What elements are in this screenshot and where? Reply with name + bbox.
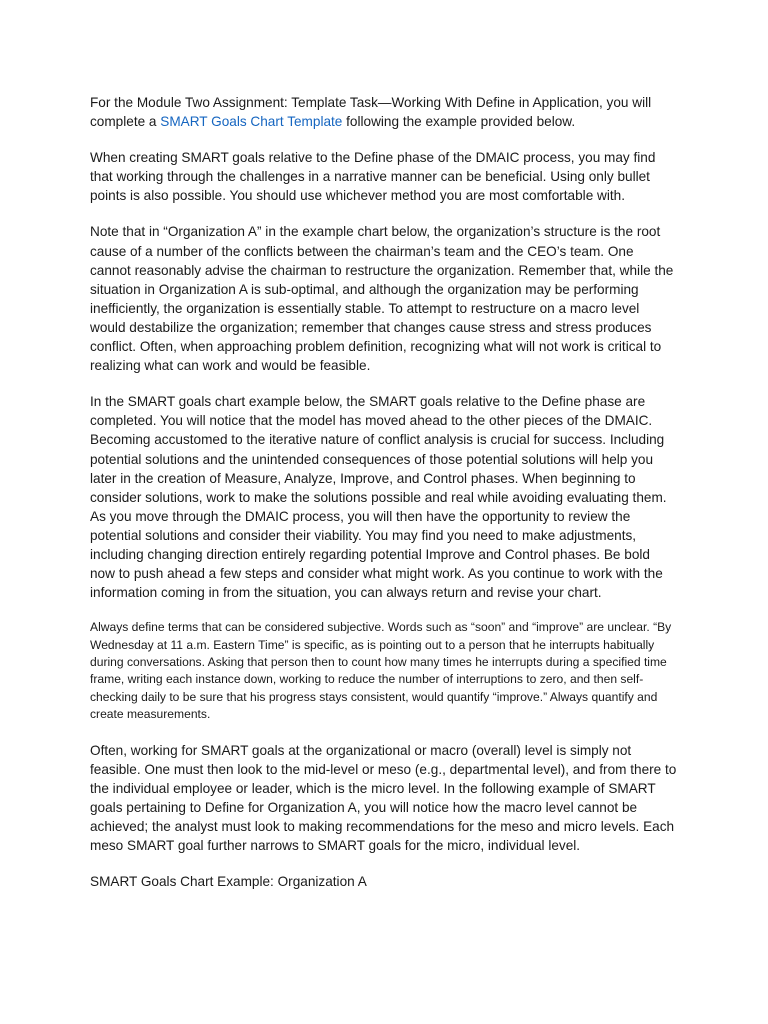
define-terms-paragraph: Always define terms that can be considered subjective. Words such as “soon” and “improve” are unclear. “By Wednesday at 11 a.m. Eastern Time” is specific, as is pointing out to a person that he interrupts habitually during conversations. Asking that person then to count how many times he interrupts during a specified time frame, writing each instance down, working to reduce the number of interruptions to zero, and then self-checking daily to be sure that his progress stays consistent, would quantify “improve.” Always quantify and create measurements. bbox=[90, 620, 672, 722]
intro-text-before: For the Module Two Assignment: Template Task—Working With Define in Application, you will complete a bbox=[90, 95, 652, 130]
smart-goals-template-link[interactable]: SMART Goals Chart Template bbox=[160, 114, 343, 130]
macro-meso-micro-paragraph: Often, working for SMART goals at the organizational or macro (overall) level is simply not feasible. One must then look to the mid-level or meso (e.g., departmental level), and from there to the individual employee or leader, which is the micro level. In the following example of SMART goals pertaining to Define for Organization A, you will notice how the macro level cannot be achieved; the analyst must look to making recommendations for the meso and micro levels. Each meso SMART goal further narrows to SMART goals for the micro, individual level. bbox=[90, 742, 677, 854]
smart-goals-method-paragraph: When creating SMART goals relative to the Define phase of the DMAIC process, you may find that working through the challenges in a narrative manner can be beneficial. Using only bullet points is also possible. You should use whichever method you are most comfortable with. bbox=[90, 150, 656, 204]
intro-paragraph bbox=[90, 93, 678, 131]
intro-text-after: following the example provided below. bbox=[342, 114, 576, 130]
chart-example-heading: SMART Goals Chart Example: Organization A bbox=[90, 874, 367, 890]
organization-a-note-paragraph: Note that in “Organization A” in the example chart below, the organization’s structure is the root cause of a number of the conflicts between the chairman’s team and the CEO’s team. One cannot reasonably advise the chairman to restructure the organization. Remember that, while the situation in Organization A is sub-optimal, and although the organization may be performing inefficiently, the organization is essentially stable. To attempt to restructure on a macro level would destabilize the organization; remember that changes cause stress and stress produces conflict. Often, when approaching problem definition, recognizing what will not work is critical to realizing what can work and would be feasible. bbox=[90, 224, 674, 374]
dmaic-explanation-paragraph: In the SMART goals chart example below, the SMART goals relative to the Define phase are completed. You will notice that the model has moved ahead to the other pieces of the DMAIC. Becoming accustomed to the iterative nature of conflict analysis is crucial for success. Including potential solutions and the unintended consequences of those potential solutions will help you later in the creation of Measure, Analyze, Improve, and Control phases. When beginning to consider solutions, work to make the solutions possible and real while avoiding evaluating them. As you move through the DMAIC process, you will then have the opportunity to review the potential solutions and consider their viability. You may find you need to make adjustments, including changing direction entirely regarding potential Improve and Control phases. Be bold now to push ahead a few steps and consider what might work. As you continue to work with the information coming in from the situation, you can always return and revise your chart. bbox=[90, 394, 667, 601]
